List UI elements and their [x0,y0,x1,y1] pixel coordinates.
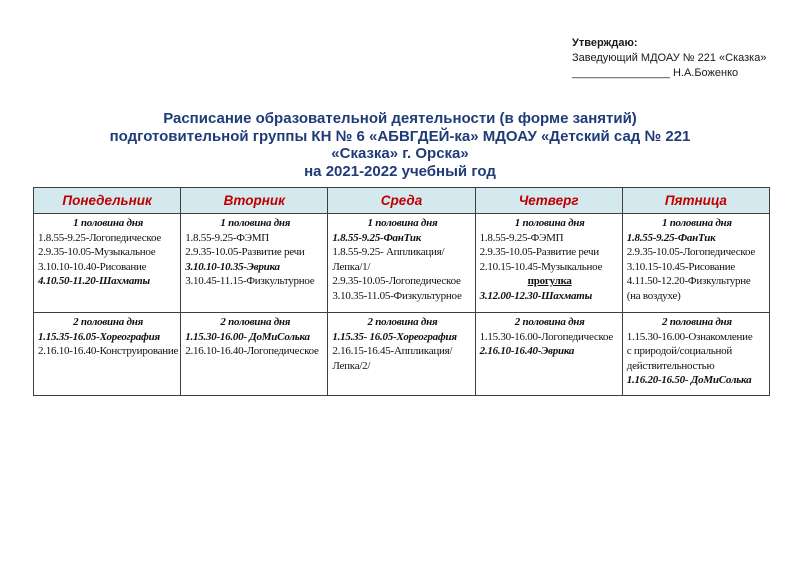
title-line-2: подготовительной группы КН № 6 «АБВГДЕЙ-ка» МДОАУ «Детский сад № 221 [109,127,691,145]
cell-wednesday-am [328,214,475,313]
cell-thursday-am [475,214,622,313]
page-title [30,110,770,180]
cell-wednesday-pm [328,313,475,396]
schedule-line: 2.16.10-16.40-Логопедическое [185,345,319,358]
schedule-line: 1.15.35- 16.05-Хореография [332,330,457,343]
schedule-line: действительностью [626,359,715,372]
approval-line-head: Заведующий МДОАУ № 221 «Сказка» [572,52,767,64]
day-header-wednesday: Среда [328,188,475,214]
schedule-line: 1.8.55-9.25-ФЭМП [185,231,269,244]
schedule-line: 2.9.35-10.05-Логопедическое [332,275,461,288]
schedule-line: 2 половина дня [661,316,732,328]
schedule-line: (на воздухе) [626,289,681,302]
schedule-line: 2 половина дня [514,316,585,328]
schedule-line: 1.8.55-9.25-Логопедическое [38,231,161,244]
first-half-row [34,214,770,313]
schedule-line: 1.16.20-16.50- ДоМиСолька [626,374,752,387]
schedule-line: 2.16.10-16.40-Конструирование [38,345,179,358]
schedule-line: 1.15.30-16.00-Логопедическое [479,330,614,343]
day-header-row [34,188,770,214]
schedule-line: 3.10.45-11.15-Физкультурное [185,275,315,288]
schedule-line: 1 половина дня [514,217,585,229]
schedule-line: 3.10.10-10.40-Рисование [38,260,147,273]
cell-friday-am [622,214,769,313]
schedule-line: 2 половина дня [73,316,144,328]
cell-tuesday-pm [181,313,328,396]
schedule-line: 2.16.10-16.40-Эврика [479,345,575,358]
schedule-line: 1 половина дня [220,217,291,229]
schedule-line: 2.9.35-10.05-Музыкальное [38,246,156,259]
schedule-line: 1.15.30-16.00-Ознакомление [626,330,753,343]
approval-block [572,36,766,81]
cell-monday-pm [34,313,181,396]
day-header-tuesday: Вторник [181,188,328,214]
schedule-line: 1.8.55-9.25- Аппликация/ [332,246,445,259]
cell-friday-pm [622,313,769,396]
schedule-line: 4.11.50-12.20-Физкультурне [626,275,751,288]
title-line-4: на 2021-2022 учебный год [304,162,496,180]
schedule-line: с природой/социальной [626,345,733,358]
cell-thursday-pm [475,313,622,396]
schedule-line: 1 половина дня [73,217,144,229]
schedule-line: 2.9.35-10.05-Развитие речи [479,246,599,259]
schedule-line: 1.8.55-9.25-ФанТик [332,231,422,244]
schedule-line: 1.15.35-16.05-Хореография [38,330,160,343]
schedule-line: 1 половина дня [661,217,732,229]
schedule-line: 1 половина дня [367,217,438,229]
approval-line-signature: ________________ Н.А.Боженко [572,67,739,79]
schedule-table [33,187,770,396]
schedule-line: 2.9.35-10.05-Развитие речи [185,246,305,259]
schedule-line: 2 половина дня [220,316,291,328]
second-half-row [34,313,770,396]
schedule-line: Лепка/2/ [332,359,371,372]
schedule-line: 2.9.35-10.05-Логопедическое [626,246,755,259]
schedule-line: 2.10.15-10.45-Музыкальное [479,260,603,273]
schedule-line: 3.10.15-10.45-Рисование [626,260,736,273]
schedule-line: 3.12.00-12.30-Шахматы [479,289,592,302]
schedule-line: 1.15.30-16.00- ДоМиСолька [185,330,310,343]
schedule-line: 3.10.10-10.35-Эврика [185,260,280,273]
title-line-3: «Сказка» г. Орска» [331,145,469,162]
schedule-line: 1.8.55-9.25-ФанТик [626,231,716,244]
cell-tuesday-am [181,214,328,313]
title-line-1: Расписание образовательной деятельности (в форме занятий) [163,110,637,127]
approval-line-approve: Утверждаю: [572,37,638,49]
schedule-line: 2 половина дня [367,316,438,328]
day-header-friday: Пятница [622,188,769,214]
schedule-line: 3.10.35-11.05-Физкультурное [332,289,462,302]
schedule-line: 2.16.15-16.45-Аппликация/ [332,345,453,358]
day-header-thursday: Четверг [475,188,622,214]
schedule-line: Лепка/1/ [332,260,371,273]
cell-monday-am [34,214,181,313]
schedule-line: 1.8.55-9.25-ФЭМП [479,231,564,244]
schedule-line: 4.10.50-11.20-Шахматы [38,275,150,288]
schedule-line: прогулка [527,275,572,288]
day-header-monday: Понедельник [34,188,181,214]
